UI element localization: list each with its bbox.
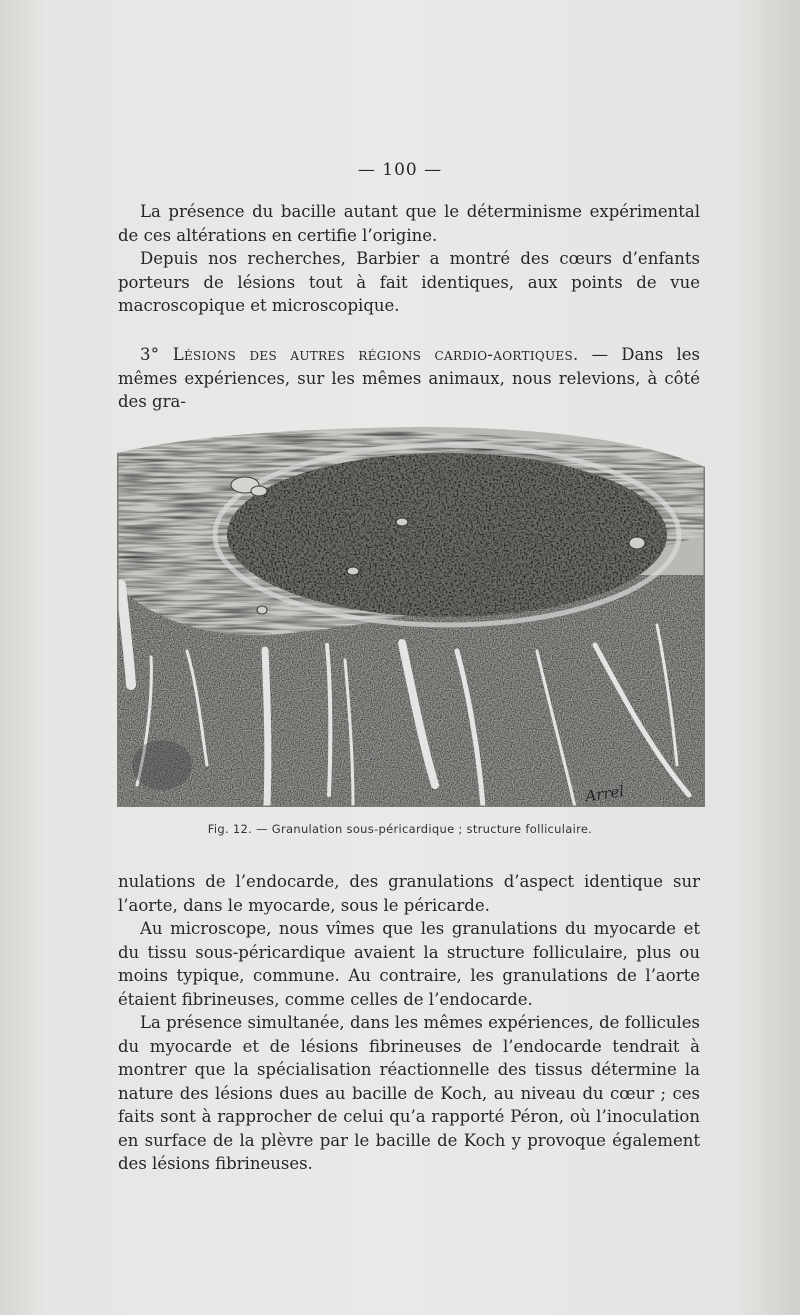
paragraph: Au microscope, nous vîmes que les granulations du myocarde et du tissu sous-péricardique avaient la structure folliculaire, plus ou moins typique, commune. Au contraire, les granulations de l’aorte étaient fibrineuses, comme celles de l’endocarde. xyxy=(118,919,700,1009)
page-number: — 100 — xyxy=(357,160,443,180)
paragraph: La présence du bacille autant que le déterminisme expérimental de ces altérations en certifie l’origine. xyxy=(118,202,700,245)
figure-micrograph xyxy=(117,425,705,807)
paragraph: Depuis nos recherches, Barbier a montré des cœurs d’enfants porteurs de lésions tout à fait identiques, aux points de vue macroscopique et microscopique. xyxy=(118,249,700,315)
vessel xyxy=(251,486,267,496)
vessel xyxy=(629,537,645,549)
paragraph: nulations de l’endocarde, des granulations d’aspect identique sur l’aorte, dans le myocarde, sous le péricarde. xyxy=(118,872,700,915)
vessel xyxy=(396,518,408,526)
figure-caption: Fig. 12. — Granulation sous-péricardique ; structure folliculaire. xyxy=(207,822,593,836)
vessel xyxy=(257,606,267,614)
section-block xyxy=(118,343,700,414)
paragraph: La présence simultanée, dans les mêmes expériences, de follicules du myocarde et de lésions fibrineuses de l’endocarde tendrait à montrer que la spécialisation réactionnelle des tissus détermine la nature des lésions dues au bacille de Koch, au niveau du cœur ; ces faits sont à rapprocher de celui qu’a rapporté Péron, où l’inoculation en surface de la plèvre par le bacille de Koch y provoque également des lésions fibrineuses. xyxy=(118,1013,700,1173)
section-paragraph xyxy=(118,343,700,414)
section-text: — Dans les mêmes expériences, sur les mêmes animaux, nous relevions, à côté des gra- xyxy=(118,345,700,411)
illustrator-signature: Arrel xyxy=(584,782,626,806)
top-text-block xyxy=(118,200,700,318)
vessel xyxy=(347,567,359,575)
bottom-text-block xyxy=(118,870,700,1176)
section-heading: 3° Lésions des autres régions cardio-aortiques. xyxy=(140,345,579,364)
micrograph-illustration xyxy=(117,425,705,807)
